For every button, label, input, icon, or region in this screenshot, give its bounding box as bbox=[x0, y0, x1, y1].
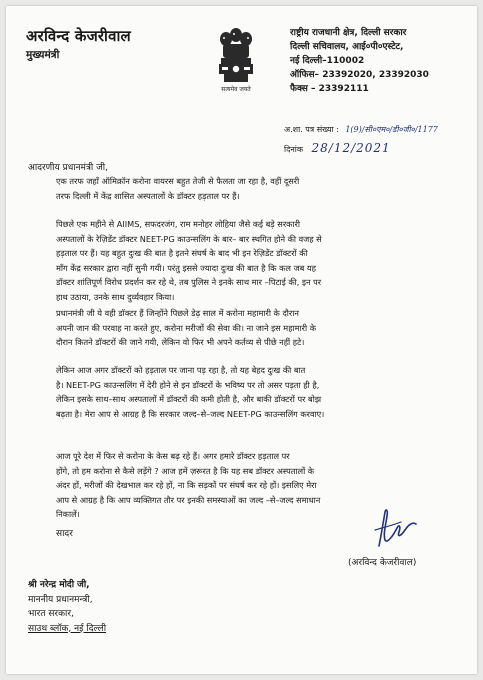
recipient-line: भारत सरकार, bbox=[28, 609, 74, 619]
reference-value: 1(9)/सी०एम०/डी०जी०/1177 bbox=[345, 125, 438, 134]
paragraph-line: आप से आग्रह है कि आप व्यक्तिगत तौर पर इनकी समस्याओं का जल्द –से–जल्द समाधान bbox=[56, 494, 321, 505]
recipient-address bbox=[28, 578, 106, 636]
address-line: नई दिल्ली–110002 bbox=[290, 56, 365, 66]
address-line: दिल्ली सचिवालय, आई०पी०एस्टेट, bbox=[290, 42, 404, 52]
office-address bbox=[290, 26, 429, 96]
date-value: 28/12/2021 bbox=[311, 141, 391, 155]
body-paragraph bbox=[56, 306, 456, 350]
emblem-motto: सत्यमेव जयते bbox=[221, 86, 251, 93]
paragraph-line: लेकिन इसके साथ–साथ अस्पतालों में डॉक्टरों की कमी होती है, और बाकी डॉक्टरों पर बोझ bbox=[56, 394, 322, 405]
paragraph-line: अस्पतालों के रेज़िडेंट डॉक्टर NEET-PG काउन्सलिंग के बार– बार स्थगित होने की वजह से bbox=[56, 233, 322, 244]
paragraph-line: प्रधानमंत्री जी ये वही डॉक्टर हैं जिन्होंने पिछले डेढ़ साल में करोना महामारी के दौरान bbox=[56, 308, 299, 318]
national-emblem bbox=[214, 26, 258, 98]
lion-capital-emblem-icon bbox=[214, 26, 258, 84]
signer-name: (अरविन्द केजरीवाल) bbox=[348, 558, 417, 568]
paragraph-line: हाथ उठाया, उनके साथ दुर्व्यवहार किया। bbox=[56, 291, 175, 302]
reference-label: अ.शा. पत्र संख्या : bbox=[284, 125, 339, 134]
closing: सादर bbox=[56, 529, 73, 539]
paragraph-line: है। NEET-PG काउन्सलिंग में देरी होने से इन डॉक्टरों के भविष्य पर तो असर पड़ता ही है, bbox=[56, 379, 320, 390]
fax-line: फैक्स – 23392111 bbox=[290, 84, 369, 94]
paragraph-line: अपनी जान की परवाह ना करते हुए, करोना मरीजों की सेवा की। ना जाने इस महामारी के bbox=[56, 322, 317, 333]
body-paragraph bbox=[56, 174, 456, 203]
sender-title: मुख्यमंत्री bbox=[26, 49, 60, 61]
recipient-office: साउथ ब्लॉक, नई दिल्ली bbox=[28, 623, 107, 634]
reference-number bbox=[284, 124, 438, 135]
letter-page bbox=[6, 6, 477, 674]
letter-date bbox=[284, 141, 391, 155]
paragraph-line: डॉक्टर शांतिपूर्ण विरोध प्रदर्शन कर रहे थे, तब पुलिस ने इनके साथ मार –पिटाई की, इन पर bbox=[56, 277, 322, 288]
paragraph-line: अंदर हों, मरीजों की देखभाल कर रहे हों, ना कि सड़कों पर संघर्ष कर रहे हों। इसलिए मेरा bbox=[56, 480, 317, 491]
address-line: राष्ट्रीय राजधानी क्षेत्र, दिल्ली सरकार bbox=[290, 28, 407, 38]
signature-icon bbox=[361, 506, 421, 550]
paragraph-line: हड़ताल पर हैं। यह बहुत दुःख की बात है इतने संघर्ष के बाद भी इन रेज़िडेंट डॉक्टरों की bbox=[56, 248, 308, 259]
paragraph-line: तरफ दिल्ली में केंद्र शासित अस्पतालों के डॉक्टर हड़ताल पर हैं। bbox=[56, 190, 240, 201]
paragraph-line: दौरान कितने डॉक्टरों की जाने गयी, लेकिन वो फिर भी अपने कर्तव्य से पीछे नहीं हटे। bbox=[56, 337, 305, 348]
sender-name: अरविन्द केजरीवाल bbox=[26, 27, 131, 45]
paragraph-line: होंगे, तो हम करोना से कैसे लड़ेंगे ? आज हमें ज़रूरत है कि यह सब डॉक्टर अस्पतालों के bbox=[56, 465, 315, 476]
paragraph-line: बढ़ता है। मेरा आप से आग्रह है कि सरकार जल्द–से–जल्द NEET-PG काउन्सलिंग करवाए। bbox=[56, 408, 325, 419]
salutation: आदरणीय प्रधानमंत्री जी, bbox=[28, 163, 108, 173]
phone-line: ऑफिस– 23392020, 23392030 bbox=[290, 70, 429, 80]
body-paragraph bbox=[56, 363, 456, 421]
paragraph-line: माँग केंद्र सरकार द्वारा नहीं सुनी गयी। परंतु इससे ज्यादा दुःख की बात है कि कल जब यह bbox=[56, 262, 317, 273]
paragraph-line: पिछले एक महीने से AIIMS, सफदरजंग, राम मनोहर लोहिया जैसे कई बड़े सरकारी bbox=[56, 219, 301, 229]
date-label: दिनांक bbox=[284, 145, 303, 154]
handwritten-signature bbox=[361, 506, 421, 550]
paragraph-line: निकालें। bbox=[56, 509, 80, 520]
paragraph-line: एक तरफ जहाँ ऑमिक्रॉन करोना वायरस बहुत तेजी से फैलता जा रहा है, वहीं दूसरी bbox=[56, 176, 300, 186]
paragraph-line: लेकिन आज अगर डॉक्टरों को हड़ताल पर जाना पड़ रहा है, तो यह बेहद दुःख की बात bbox=[56, 365, 306, 375]
body-paragraph bbox=[56, 217, 456, 305]
recipient-line: माननीय प्रधानमन्त्री, bbox=[28, 594, 93, 605]
paragraph-line: आज पूरे देश में फिर से करोना के केस बढ़ रहे हैं। अगर हमारे डॉक्टर हड़ताल पर bbox=[56, 451, 290, 461]
recipient-name: श्री नरेन्द्र मोदी जी, bbox=[28, 580, 90, 590]
